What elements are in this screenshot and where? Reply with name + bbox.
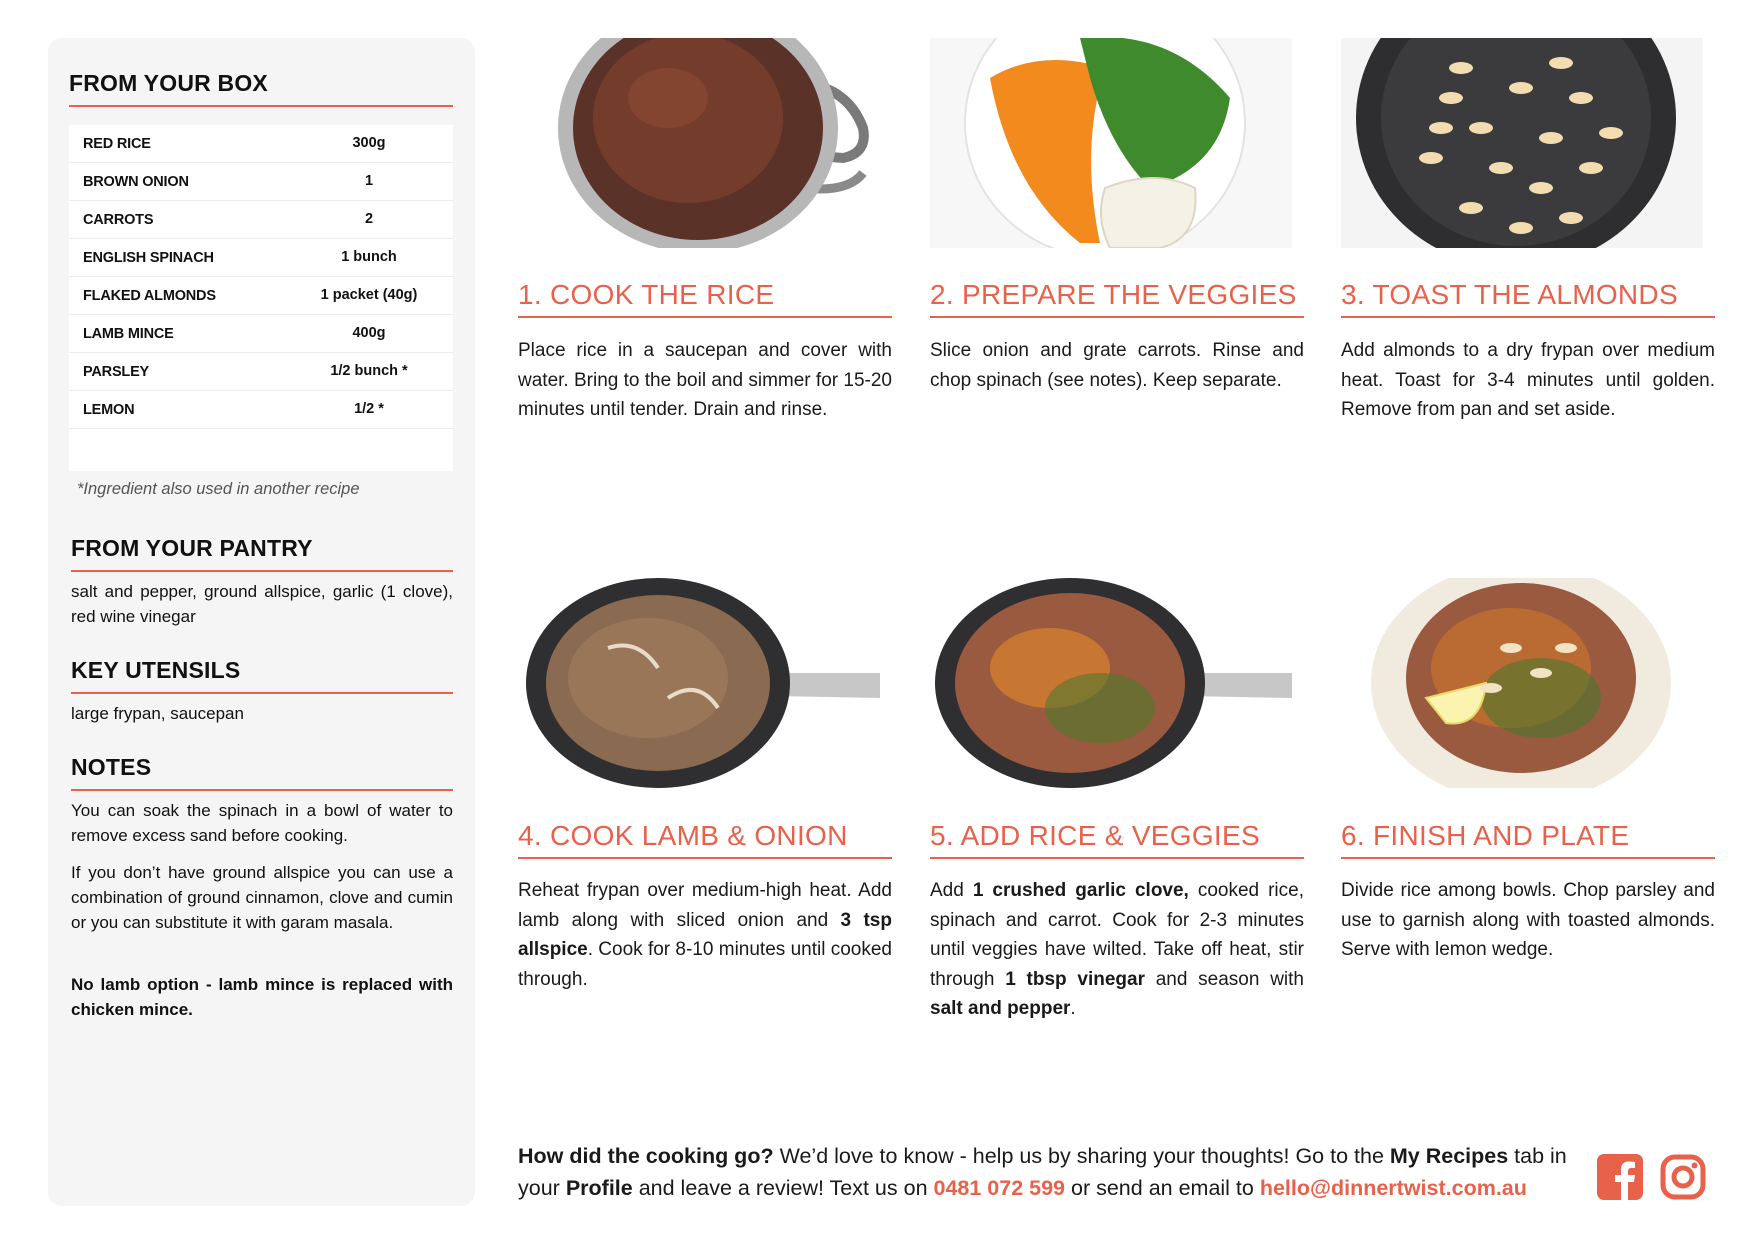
ingredient-name: ENGLISH SPINACH <box>83 250 214 266</box>
step-2-title: 2. PREPARE THE VEGGIES <box>930 279 1304 318</box>
table-row <box>69 201 453 239</box>
ingredient-name: LAMB MINCE <box>83 326 174 342</box>
step-5-vinegar: 1 tbsp vinegar <box>1005 968 1145 990</box>
notes-heading: NOTES <box>71 754 453 791</box>
step-2-photo <box>930 38 1292 248</box>
step-4-photo <box>518 578 880 788</box>
ingredient-name: PARSLEY <box>83 364 150 380</box>
ingredient-qty: 1/2 bunch * <box>330 363 408 379</box>
notes-paragraph: If you don’t have ground allspice you can use a combination of ground cinnamon, clove and cumin or you can substitute it with garam masala. <box>71 863 453 932</box>
table-row <box>69 163 453 201</box>
table-row <box>69 315 453 353</box>
step-6-body: Divide rice among bowls. Chop parsley and use to garnish along with toasted almonds. Serve with lemon wedge. <box>1341 880 1715 960</box>
step-3-title: 3. TOAST THE ALMONDS <box>1341 279 1715 318</box>
ingredient-qty: 1 bunch <box>341 249 397 265</box>
ingredient-name: LEMON <box>83 402 135 418</box>
table-row <box>69 391 453 429</box>
step-1-title: 1. COOK THE RICE <box>518 279 892 318</box>
step-3-body: Add almonds to a dry frypan over medium heat. Toast for 3-4 minutes until golden. Remove from pan and set aside. <box>1341 340 1715 420</box>
step-5-body: Add 1 crushed garlic clove, cooked rice, spinach and carrot. Cook for 2-3 minutes until veggies have wilted. Take off heat, stir through 1 tbsp vinegar and season with salt and pepper. <box>930 880 1304 1019</box>
ingredient-qty: 1/2 * <box>354 401 384 417</box>
step-6-title: 6. FINISH AND PLATE <box>1341 820 1715 859</box>
ingredient-qty: 300g <box>352 135 386 151</box>
step-4-allspice: 3 tsp allspice <box>518 909 892 960</box>
step-5-salt-pepper: salt and pepper <box>930 998 1071 1019</box>
instagram-icon[interactable] <box>1660 1154 1706 1200</box>
table-row <box>69 277 453 315</box>
facebook-icon[interactable] <box>1597 1154 1643 1200</box>
ingredient-qty: 1 packet (40g) <box>320 287 418 303</box>
step-1-body: Place rice in a saucepan and cover with water. Bring to the boil and simmer for 15-20 minutes until tender. Drain and rinse. <box>518 340 892 420</box>
step-4-title: 4. COOK LAMB & ONION <box>518 820 892 859</box>
step-4-body: Reheat frypan over medium-high heat. Add lamb along with sliced onion and 3 tsp allspice. Cook for 8-10 minutes until cooked through. <box>518 880 892 990</box>
step-5-title: 5. ADD RICE & VEGGIES <box>930 820 1304 859</box>
ingredient-qty: 2 <box>364 211 374 227</box>
ingredient-name: RED RICE <box>83 136 151 152</box>
pantry-text: salt and pepper, ground allspice, garlic (1 clove), red wine vinegar <box>71 582 453 626</box>
ingredient-qty: 400g <box>352 325 386 341</box>
step-5-photo <box>930 578 1292 788</box>
phone-link[interactable]: 0481 072 599 <box>933 1175 1066 1200</box>
email-link[interactable]: hello@dinnertwist.com.au <box>1259 1175 1527 1200</box>
table-row <box>69 125 453 163</box>
my-recipes-link[interactable]: My Recipes <box>1389 1144 1509 1168</box>
step-3-photo <box>1341 38 1703 248</box>
step-1-photo <box>518 38 880 248</box>
from-your-pantry-heading: FROM YOUR PANTRY <box>71 535 453 572</box>
ingredient-name: CARROTS <box>83 212 154 228</box>
ingredient-qty: 1 <box>364 173 374 189</box>
key-utensils-heading: KEY UTENSILS <box>71 657 453 694</box>
step-2-body: Slice onion and grate carrots. Rinse and chop spinach (see notes). Keep separate. <box>930 340 1304 391</box>
profile-link[interactable]: Profile <box>565 1175 633 1200</box>
ingredient-footnote: *Ingredient also used in another recipe <box>77 480 360 498</box>
ingredients-sidebar <box>48 38 475 1206</box>
step-6-photo <box>1341 578 1703 788</box>
feedback-footer: How did the cooking go? We’d love to know - help us by sharing your thoughts! Go to the My Recipes tab in your Profile and leave a review! Text us on 0481 072 599 or send an email to hello@dinnertwist.com.au <box>518 1144 1567 1200</box>
from-your-box-heading: FROM YOUR BOX <box>69 70 453 107</box>
notes-paragraph: You can soak the spinach in a bowl of water to remove excess sand before cooking. <box>71 801 453 845</box>
utensils-text: large frypan, saucepan <box>71 704 244 723</box>
notes-no-lamb-option: No lamb option - lamb mince is replaced with chicken mince. <box>71 975 453 1019</box>
ingredient-name: FLAKED ALMONDS <box>83 288 216 304</box>
table-row <box>69 239 453 277</box>
ingredients-table <box>69 125 453 471</box>
feedback-question: How did the cooking go? <box>518 1144 774 1168</box>
step-5-garlic: 1 crushed garlic clove, <box>972 880 1189 901</box>
ingredient-name: BROWN ONION <box>83 174 189 190</box>
table-row <box>69 353 453 391</box>
